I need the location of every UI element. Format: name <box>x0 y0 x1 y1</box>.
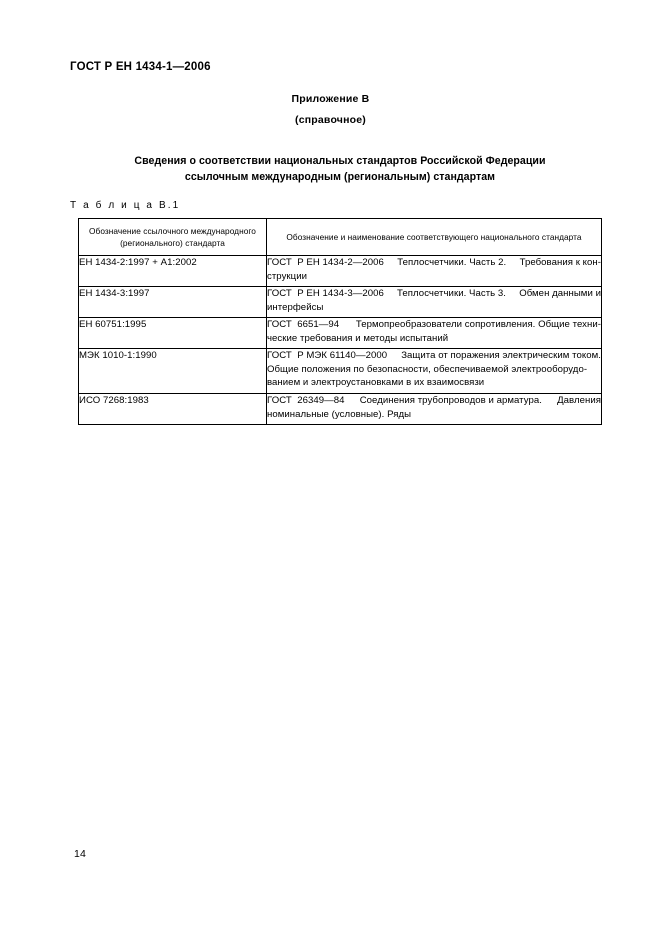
national-title-part: Соединения трубопроводов и арматура. <box>359 395 542 406</box>
running-header: ГОСТ Р ЕН 1434-1—2006 <box>70 61 211 73</box>
page-number: 14 <box>74 848 87 860</box>
cell-line <box>267 394 601 408</box>
column-header-national-standard: Обозначение и наименование соответствующего национального стандарта <box>267 219 602 256</box>
cell-national-standard <box>267 256 602 287</box>
table-row <box>79 318 602 349</box>
cell-line <box>267 256 601 270</box>
page-title <box>78 154 602 185</box>
cell-line: струкции <box>267 270 308 282</box>
annex-title: Приложение В <box>291 93 370 105</box>
national-title-tail: Давления <box>557 395 601 406</box>
cell-line: интерфейсы <box>267 301 324 313</box>
cell-national-standard <box>267 394 602 425</box>
national-designation: ГОСТ 6651—94 <box>267 319 340 330</box>
cell-line: номинальные (условные). Ряды <box>267 408 412 420</box>
national-title-part: Защита от поражения электрическим током. <box>401 350 601 361</box>
column-header-international-line-1: Обозначение ссылочного международного <box>89 226 256 236</box>
column-header-international-line-2: (регионального) стандарта <box>120 238 225 248</box>
table-row <box>79 394 602 425</box>
cell-line: Общие положения по безопасности, обеспечиваемой электрооборудо- <box>267 363 588 375</box>
cell-international-standard: ИСО 7268:1983 <box>79 394 267 425</box>
annex-heading-block <box>0 93 661 126</box>
national-title-tail: Требования к кон- <box>519 257 601 268</box>
national-title-part: Теплосчетчики. Часть 2. <box>397 257 507 268</box>
national-designation: ГОСТ Р ЕН 1434-2—2006 <box>267 257 384 268</box>
national-designation: ГОСТ 26349—84 <box>267 395 345 406</box>
table-header-row <box>79 219 602 256</box>
table-row <box>79 256 602 287</box>
cell-line <box>267 318 601 332</box>
cell-international-standard: ЕН 1434-3:1997 <box>79 287 267 318</box>
cell-line <box>267 349 601 363</box>
national-designation: ГОСТ Р МЭК 61140—2000 <box>267 350 388 361</box>
national-title-tail: Обмен данными и <box>519 288 601 299</box>
table-caption: Т а б л и ц а В.1 <box>70 200 181 211</box>
cell-national-standard <box>267 318 602 349</box>
cell-line <box>267 287 601 301</box>
cell-international-standard: ЕН 60751:1995 <box>79 318 267 349</box>
cell-line: ческие требования и методы испытаний <box>267 332 449 344</box>
national-title-part: Термопреобразователи сопротивления. Общие техни- <box>355 319 601 330</box>
cell-national-standard <box>267 349 602 394</box>
annex-kind: (справочное) <box>295 114 366 126</box>
cell-line: ванием и электроустановками в их взаимосвязи <box>267 377 485 389</box>
table-row <box>79 287 602 318</box>
column-header-international-standard <box>79 219 267 256</box>
standards-correspondence-table <box>78 218 602 425</box>
national-designation: ГОСТ Р ЕН 1434-3—2006 <box>267 288 384 299</box>
page-title-line-1: Сведения о соответствии национальных стандартов Российской Федерации <box>134 155 546 167</box>
cell-national-standard <box>267 287 602 318</box>
cell-international-standard: ЕН 1434-2:1997 + А1:2002 <box>79 256 267 287</box>
table-row <box>79 349 602 394</box>
cell-international-standard: МЭК 1010-1:1990 <box>79 349 267 394</box>
national-title-part: Теплосчетчики. Часть 3. <box>397 288 507 299</box>
page-title-line-2: ссылочным международным (региональным) стандартам <box>184 170 496 183</box>
